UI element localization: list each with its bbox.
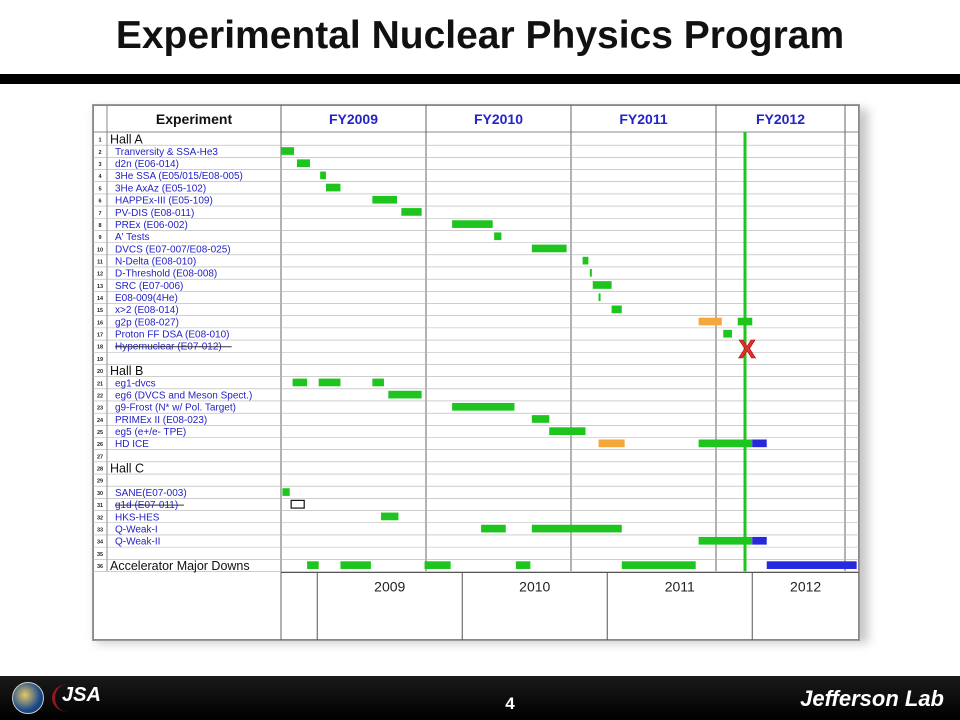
row-number: 2	[98, 149, 102, 156]
row-number: 16	[96, 320, 104, 327]
row-number: 21	[96, 381, 104, 388]
experiment-label: SANE(E07-003)	[115, 487, 187, 499]
experiment-label: HD ICE	[115, 439, 149, 451]
row-number: 22	[96, 393, 104, 400]
row-number: 26	[96, 442, 104, 449]
schedule-bar	[593, 281, 612, 289]
row-number: 10	[96, 247, 104, 254]
row-number: 23	[96, 405, 104, 412]
schedule-bar	[372, 379, 384, 387]
header-fy2012: FY2012	[755, 111, 806, 127]
schedule-bar	[532, 525, 622, 533]
schedule-bar	[319, 379, 341, 387]
row-number: 8	[98, 222, 102, 229]
row-number: 36	[96, 563, 104, 570]
row-number: 11	[97, 259, 103, 266]
row-number: 27	[96, 454, 104, 461]
row-number: 25	[96, 430, 104, 436]
experiment-label: PREx (E06-002)	[115, 219, 188, 231]
schedule-bar	[612, 306, 622, 314]
schedule-bar	[532, 415, 549, 423]
schedule-bar	[452, 403, 514, 411]
schedule-bar	[723, 330, 732, 338]
experiment-label: eg5 (e+/e- TPE)	[115, 427, 187, 438]
row-number: 7	[98, 210, 102, 217]
row-number: 9	[98, 235, 102, 242]
schedule-bar	[320, 172, 326, 180]
schedule-bar	[297, 159, 310, 167]
experiment-label: Tranversity & SSA-He3	[115, 146, 218, 158]
year-label-2010: 2010	[519, 578, 551, 595]
experiment-label: eg6 (DVCS and Meson Spect.)	[115, 390, 253, 402]
experiment-label: eg1-dvcs	[115, 378, 156, 390]
row-number: 5	[98, 186, 102, 193]
schedule-bar	[372, 196, 397, 204]
experiment-label: d2n (E06-014)	[115, 159, 179, 171]
schedule-bar	[699, 318, 722, 326]
schedule-bar	[599, 293, 601, 301]
schedule-bar	[767, 561, 857, 569]
schedule-bar	[282, 488, 289, 496]
schedule-panel	[92, 104, 860, 641]
schedule-bar	[481, 525, 506, 533]
section-label: Hall C	[110, 461, 145, 476]
schedule-bar	[494, 232, 501, 240]
row-number: 32	[96, 515, 104, 522]
schedule-bar	[622, 561, 696, 569]
slide-title: Experimental Nuclear Physics Program	[115, 14, 845, 57]
experiment-label: HKS-HES	[115, 512, 160, 524]
experiment-label: SRC (E07-006)	[115, 280, 184, 292]
schedule-bar	[583, 257, 589, 265]
header-fy2009: FY2009	[328, 111, 379, 127]
header-fy2011: FY2011	[619, 111, 668, 127]
row-number: 14	[96, 296, 104, 303]
jsa-logo: JSA	[62, 684, 101, 706]
experiment-label: g1d (E07-011)	[115, 500, 179, 512]
row-number: 30	[96, 490, 104, 497]
experiment-label: 3He AxAz (E05-102)	[115, 183, 207, 195]
row-number: 3	[98, 162, 102, 169]
schedule-bar	[452, 220, 493, 228]
schedule-gantt-chart	[93, 105, 859, 640]
jefferson-lab-logo: Jefferson Lab	[800, 686, 944, 711]
schedule-bar	[381, 513, 398, 521]
experiment-label: HAPPEx-III (E05-109)	[115, 195, 213, 207]
row-number: 19	[96, 356, 104, 363]
year-label-2011: 2011	[664, 578, 695, 595]
schedule-bar	[281, 147, 294, 155]
experiment-label: N-Delta (E08-010)	[115, 256, 197, 268]
experiment-label: x>2 (E08-014)	[115, 305, 179, 317]
experiment-label: Hypernuclear (E07-012)	[115, 341, 222, 353]
section-label: Hall A	[110, 132, 143, 147]
schedule-bar	[590, 269, 592, 277]
experiment-label: Proton FF DSA (E08-010)	[115, 329, 230, 341]
schedule-bar	[516, 561, 531, 569]
schedule-bar	[293, 379, 308, 387]
schedule-bar	[425, 561, 451, 569]
experiment-label: g9-Frost (N* w/ Pol. Target)	[115, 402, 236, 414]
row-number: 24	[96, 417, 104, 424]
row-number: 18	[96, 344, 104, 351]
section-label: Hall B	[110, 364, 144, 379]
experiment-label: DVCS (E07-007/E08-025)	[115, 244, 231, 256]
row-number: 31	[96, 503, 104, 510]
schedule-bar	[388, 391, 421, 399]
experiment-label: E08-009(4He)	[115, 293, 178, 305]
row-number: 20	[96, 369, 104, 376]
year-label-2012: 2012	[790, 578, 822, 595]
schedule-bar	[549, 427, 585, 435]
row-number: 33	[96, 527, 104, 534]
experiment-label: PRIMEx II (E08-023)	[115, 414, 208, 426]
cancel-x-mark: X	[738, 334, 756, 365]
year-label-2009: 2009	[374, 578, 406, 595]
schedule-bar	[340, 561, 370, 569]
schedule-bar	[752, 440, 767, 448]
experiment-label: Q-Weak-I	[115, 524, 158, 536]
header-experiment: Experiment	[155, 111, 233, 127]
section-label: Accelerator Major Downs	[110, 558, 250, 573]
row-number: 4	[98, 174, 102, 181]
experiment-label: 3He SSA (E05/015/E08-005)	[115, 171, 243, 183]
title-rule	[0, 74, 960, 84]
experiment-label: g2p (E08-027)	[115, 317, 179, 329]
experiment-label: D-Threshold (E08-008)	[115, 268, 218, 280]
row-number: 13	[96, 283, 104, 290]
schedule-bar	[307, 561, 319, 569]
schedule-bar	[326, 184, 341, 192]
row-number: 17	[96, 332, 104, 339]
experiment-label: PV-DIS (E08-011)	[115, 207, 195, 219]
schedule-bar	[532, 245, 567, 253]
page-number: 4	[505, 694, 515, 713]
row-number: 35	[96, 551, 104, 558]
header-fy2010: FY2010	[473, 111, 524, 127]
row-number: 12	[96, 271, 104, 278]
schedule-bar	[291, 500, 304, 508]
schedule-bar	[752, 537, 767, 545]
row-number: 6	[98, 198, 102, 205]
experiment-label: A' Tests	[115, 232, 150, 244]
row-number: 34	[96, 539, 104, 546]
schedule-bar	[401, 208, 421, 216]
row-number: 1	[98, 137, 102, 144]
row-number: 28	[96, 466, 104, 473]
experiment-label: Q-Weak-II	[115, 536, 161, 548]
row-number: 29	[96, 478, 104, 485]
schedule-bar	[599, 440, 625, 448]
row-number: 15	[96, 308, 104, 315]
